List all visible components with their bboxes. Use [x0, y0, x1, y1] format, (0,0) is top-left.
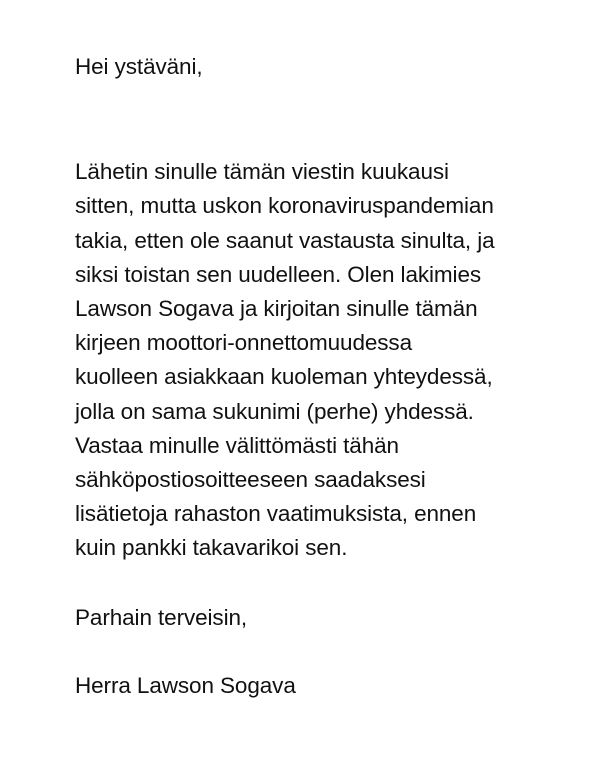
letter	[75, 50, 575, 703]
letter-body-line: jolla on sama sukunimi (perhe) yhdessä.	[75, 398, 474, 424]
letter-closing: Parhain terveisin,	[75, 604, 248, 630]
letter-body-line: sähköpostiosoitteeseen saadaksesi	[75, 467, 426, 493]
letter-body	[75, 155, 575, 565]
letter-body-line: kuolleen asiakkaan kuoleman yhteydessä,	[75, 364, 493, 390]
letter-greeting: Hei ystäväni,	[75, 54, 203, 79]
letter-signature: Herra Lawson Sogava	[75, 672, 296, 698]
letter-body-line: Vastaa minulle välittömästi tähän	[75, 432, 399, 458]
letter-body-line: Lawson Sogava ja kirjoitan sinulle tämän	[75, 296, 478, 322]
letter-body-line: lisätietoja rahaston vaatimuksista, ennen	[75, 501, 477, 527]
letter-body-line: kuin pankki takavarikoi sen.	[75, 535, 348, 561]
letter-body-line: takia, etten ole saanut vastausta sinulta, ja	[75, 227, 495, 253]
letter-body-line: kirjeen moottori-onnettomuudessa	[75, 330, 412, 356]
letter-body-line: Lähetin sinulle tämän viestin kuukausi	[75, 159, 449, 185]
letter-body-line: sitten, mutta uskon koronaviruspandemian	[75, 193, 494, 219]
letter-body-line: siksi toistan sen uudelleen. Olen lakimies	[75, 261, 482, 287]
